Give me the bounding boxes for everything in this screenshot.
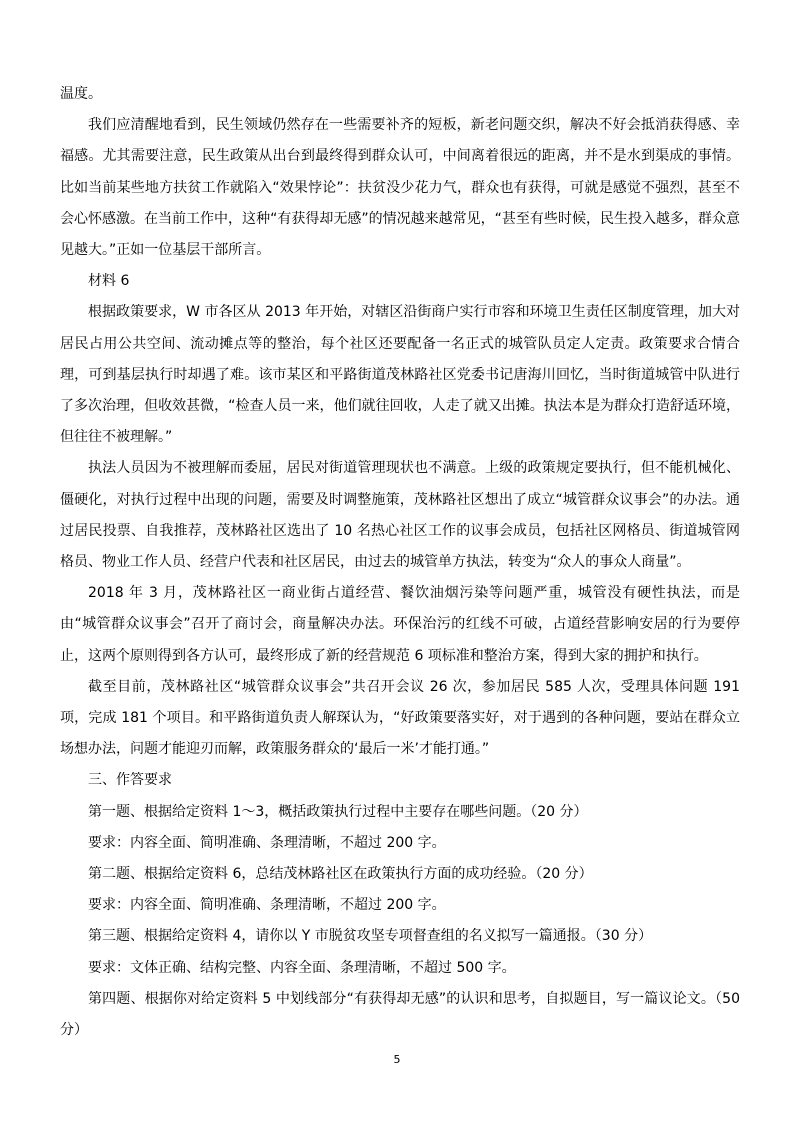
paragraph: 材料 6: [88, 273, 130, 290]
paragraph: 第二题、根据给定资料 6，总结茂林路社区在政策执行方面的成功经验。（20 分）: [88, 866, 593, 883]
paragraph: 要求：文体正确、结构完整、内容全面、条理清晰，不超过 500 字。: [88, 959, 516, 976]
paragraph: 2018 年 3 月，茂林路社区一商业街占道经营、餐饮油烟污染等问题严重，城管没有硬性执法，而是由“城管群众议事会”召开了商讨会，商量解决办法。环保治污的红线不可破，占道经营影响安居的行为要停止，这两个原则得到各方认可，最终形成了新的经营规范 6 项标准和整治方案，得到大家的拥护和执行。: [60, 585, 740, 664]
paragraph: 第一题、根据给定资料 1～3，概括政策执行过程中主要存在哪些问题。（20 分）: [88, 803, 588, 820]
paragraph: 温度。: [60, 86, 102, 102]
page-number: 5: [393, 1053, 401, 1066]
paragraph: 截至目前，茂林路社区“城管群众议事会”共召开会议 26 次，参加居民 585 人次，受理具体问题 191 项，完成 181 个项目。和平路街道负责人解琛认为，“好政策要落实好，对于遇到的各种问题，要站在群众立场想办法，问题才能迎刃而解，政策服务群众的‘最后一米’才能打通。”: [60, 678, 740, 758]
paragraph: 执法人员因为不被理解而委屈，居民对街道管理现状也不满意。上级的政策规定要执行，但不能机械化、僵硬化，对执行过程中出现的问题，需要及时调整施策，茂林路社区想出了成立“城管群众议事会”的办法。通过居民投票、自我推荐，茂林路社区选出了 10 名热心社区工作的议事会成员，包括社区网格员、街道城管网格员、物业工作人员、经营户代表和社区居民，由过去的城管单方执法，转变为“众人的事众人商量”。: [60, 460, 740, 571]
paragraph: 要求：内容全面、简明准确、条理清晰，不超过 200 字。: [88, 834, 446, 851]
paragraph: 我们应清醒地看到，民生领域仍然存在一些需要补齐的短板，新老问题交织，解决不好会抵消获得感、幸福感。尤其需要注意，民生政策从出台到最终得到群众认可，中间离着很远的距离，并不是水到渠成的事情。比如当前某些地方扶贫工作就陷入“效果悖论”：扶贫没少花力气，群众也有获得，可就是感觉不强烈，甚至不会心怀感激。在当前工作中，这种“有获得却无感”的情况越来越常见，“甚至有些时候，民生投入越多，群众意见越大。”正如一位基层干部所言。: [60, 117, 740, 259]
paragraph: 要求：内容全面、简明准确、条理清晰，不超过 200 字。: [88, 897, 446, 914]
paragraph: 第三题、根据给定资料 4，请你以 Y 市脱贫攻坚专项督查组的名义拟写一篇通报。（30 分）: [88, 928, 653, 945]
paragraph: 三、作答要求: [88, 772, 172, 789]
body-text: [60, 79, 740, 1046]
paragraph: 根据政策要求，W 市各区从 2013 年开始，对辖区沿街商户实行市容和环境卫生责任区制度管理，加大对居民占用公共空间、流动摊点等的整治，每个社区还要配备一名正式的城管队员定人定责。政策要求合情合理，可到基层执行时却遇了难。该市某区和平路街道茂林路社区党委书记唐海川回忆，当时街道城管中队进行了多次治理，但收效甚微，“检查人员一来，他们就往回收，人走了就又出摊。执法本是为群众打造舒适环境，但往往不被理解。”: [60, 304, 740, 446]
paragraph: 第四题、根据你对给定资料 5 中划线部分“有获得却无感”的认识和思考，自拟题目，写一篇议论文。（50 分）: [60, 990, 740, 1039]
